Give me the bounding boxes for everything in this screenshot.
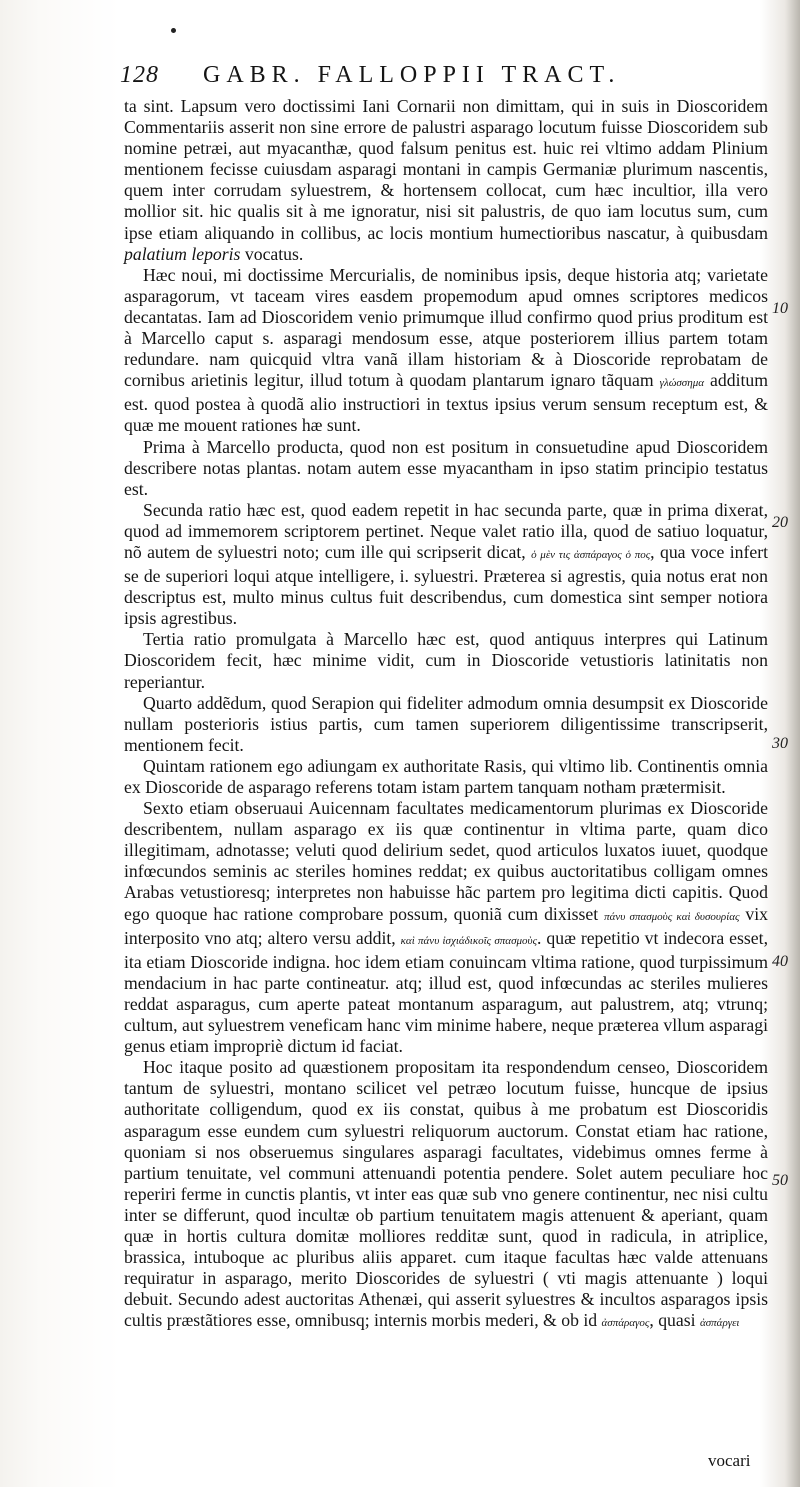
catchword: vocari bbox=[708, 1451, 751, 1470]
paragraph-2 bbox=[124, 265, 768, 437]
greek-word: πάνυ σπασμοὺς καὶ δυσουρίας bbox=[604, 910, 740, 923]
text-run: Hæc noui, mi doctissime Mercurialis, de nominibus ipsis, deque historia atq; varietate asparagorum, vt taceam vires easdem propemodum apud omnes scriptores medicos decantatas. Iam ad Dioscoridem venio primumque illud confirmo quod prius proditum est à Marcello caput s. asparagi mendosum esse, atque posteriorem illius partem totam redundare. nam quicquid vltra vanã illam historiam & à Dioscoride reprobatam de cornibus arietinis legitur, illud totum à quodam plantarum ignaro tãquam bbox=[124, 264, 768, 391]
text-run: , quasi bbox=[649, 1310, 700, 1331]
paragraph-1 bbox=[124, 96, 768, 265]
text-run: . quæ repetitio vt indecora esset, ita etiam Dioscoride indigna. hoc idem etiam conuincam vltima ratione, quod turpissimum mendacium in hac parte contineatur. atq; illud est, quod infœcundas ac steriles mulieres reddat asparagus, cum aperte pateat montanum asparagum, aut palustrem, atq; vtrunq; cultum, aut syluestrem veneficam hanc vim minime habere, neque præterea vllum asparagi genus etiam impropriè dictum id faciat. bbox=[124, 927, 768, 1057]
text-run: Quintam rationem ego adiungam ex authoritate Rasis, qui vltimo lib. Continentis omnia ex Dioscoride de asparago referens totam istam partem tanquam notham prætermisit. bbox=[124, 755, 768, 797]
line-number-50: 50 bbox=[772, 1172, 788, 1189]
text-run: Tertia ratio promulgata à Marcello hæc est, quod antiquus interpres qui Latinum Dioscoridem fecit, hæc minime vidit, cum in Dioscoride vetustioris latinitatis non reperiantur. bbox=[124, 629, 768, 692]
text-run: Quarto addẽdum, quod Serapion qui fideliter admodum omnia desumpsit ex Dioscoride nullam posterioris istius partis, cum tamen superiorem diligentissime transcripserit, mentionem fecit. bbox=[124, 692, 768, 755]
text-run: additum est. quod postea à quodã alio instructiori in textus ipsius verum sensum receptum est, & quæ me mouent rationes hæ sunt. bbox=[124, 370, 769, 436]
greek-word: γλώσσημα bbox=[659, 377, 704, 390]
line-number-10: 10 bbox=[772, 300, 788, 317]
page-number: 128 bbox=[120, 62, 159, 88]
line-number-20: 20 bbox=[772, 514, 788, 531]
paragraph-9 bbox=[124, 1057, 768, 1334]
line-number-30: 30 bbox=[772, 735, 788, 752]
text-run: Secunda ratio hæc est, quod eadem repetit in hac secunda parte, quæ in prima dixerat, quod ad immemorem scriptorem pertinet. Neque valet ratio illa, quod de satiuo loquatur, nõ autem de syluestri noto; cum ille qui scripserit dicat, bbox=[124, 499, 768, 562]
body-text bbox=[124, 96, 768, 1334]
ink-dot bbox=[171, 28, 176, 33]
text-run: Hoc itaque posito ad quæstionem propositam ita respondendum censeo, Dioscoridem tantum de syluestri, montano scilicet vel petræo locutum fuisse, huncque de ipsius authoritate colligendum, quod ex iis constat, quibus à me probatum est Dioscoridis asparagum esse eundem cum syluestri reliquorum auctorum. Constat etiam hac ratione, quoniam si nos obseruemus singulares asparagi facultates, videbimus omnes ferme à partium tenuitate, vel communi attenuandi potentia pendere. Solet autem peculiare hoc reperiri ferme in cunctis plantis, vt inter eas quæ sub vno genere continentur, nec nisi cultu inter se differunt, quod incultæ ob partium tenuitatem magis attenuent & aperiant, quam quæ in hortis cultura domitæ molliores redditæ sunt, quod in radicula, in atriplice, brassica, intuboque ac pluribus aliis apparet. cum itaque facultas hæc valde attenuans requiratur in asparago, merito Dioscorides de syluestri ( vti magis attenuante ) loqui debuit. Secundo adest auctoritas Athenæi, qui asserit syluestres & incultos asparagos ipsis cultis præstãtiores esse, omnibusq; internis morbis mederi, & ob id bbox=[124, 1057, 768, 1331]
text-run: Sexto etiam obseruaui Auicennam facultates medicamentorum plurimas ex Dioscoride describentem, nullam asparago ex iis quæ continentur in vltima parte, quam dico illegitimam, adnotasse; veluti quod delirium sedet, quod articulos luxatos iuuet, quodque infœcundos seminis ac steriles homines reddat; ex quibus auctoritatibus colligam omnes Arabas vetustioresq; interpretes non habuisse hãc partem pro legitima dicti capitis. Quod ego quoque hac ratione comprobare possum, quoniã cum dixisset bbox=[124, 798, 768, 924]
line-number-40: 40 bbox=[772, 953, 788, 970]
text-run: , qua voce infert se de superiori loqui atque intelligere, i. syluestri. Præterea si agrestis, quia notus erat non descriptus est, multo minus cultus fuit describendus, cum domestica sint semper notiora ipsis agrestibus. bbox=[124, 541, 768, 629]
italic-phrase: palatium leporis bbox=[124, 243, 241, 264]
text-run: vocatus. bbox=[240, 243, 304, 264]
paragraph-6 bbox=[124, 693, 768, 756]
paragraph-5 bbox=[124, 629, 768, 692]
text-run: ta sint. Lapsum vero doctissimi Iani Cornarii non dimittam, qui in suis in Dioscoridem Commentariis asserit non sine errore de palustri asparago locutum fuisse Dioscoridem sub nomine petræi, aut myacanthæ, quod falsum penitus est. huic rei vltimo addam Plinium mentionem fecisse cuiusdam asparagi montani in campis Germaniæ plurimum nascentis, quem inter corrudam syluestrem, & hortensem collocat, cum hæc incultior, illa vero mollior sit. hic qualis sit à me ignoratur, nisi sit palustris, de quo iam locutus sum, cum ipse etiam aliquando in collibus, ac locis montium humectioribus nascatur, à quibusdam bbox=[124, 96, 768, 243]
paragraph-8 bbox=[124, 798, 768, 1057]
paragraph-3 bbox=[124, 437, 768, 500]
running-title: GABR. FALLOPPII TRACT. bbox=[203, 62, 621, 88]
text-run: Prima à Marcello producta, quod non est positum in consuetudine apud Dioscoridem describere notas plantas. notam autem esse myacantham in ipso statim principio testatus est. bbox=[124, 436, 768, 499]
greek-word: καὶ πάνυ ἰσχιάδικοῖς σπασμοὺς bbox=[400, 934, 538, 947]
running-head bbox=[120, 62, 780, 94]
paragraph-4 bbox=[124, 500, 768, 630]
greek-word: ὁ μὲν τις ἀσπάραγος ὁ πος bbox=[531, 548, 651, 561]
text-run: vix interposito vno atq; altero versu addit, bbox=[124, 903, 769, 948]
greek-word: ἀσπάραγος bbox=[601, 1317, 650, 1330]
greek-word: ἀσπάργει bbox=[699, 1317, 740, 1330]
paragraph-7 bbox=[124, 756, 768, 798]
